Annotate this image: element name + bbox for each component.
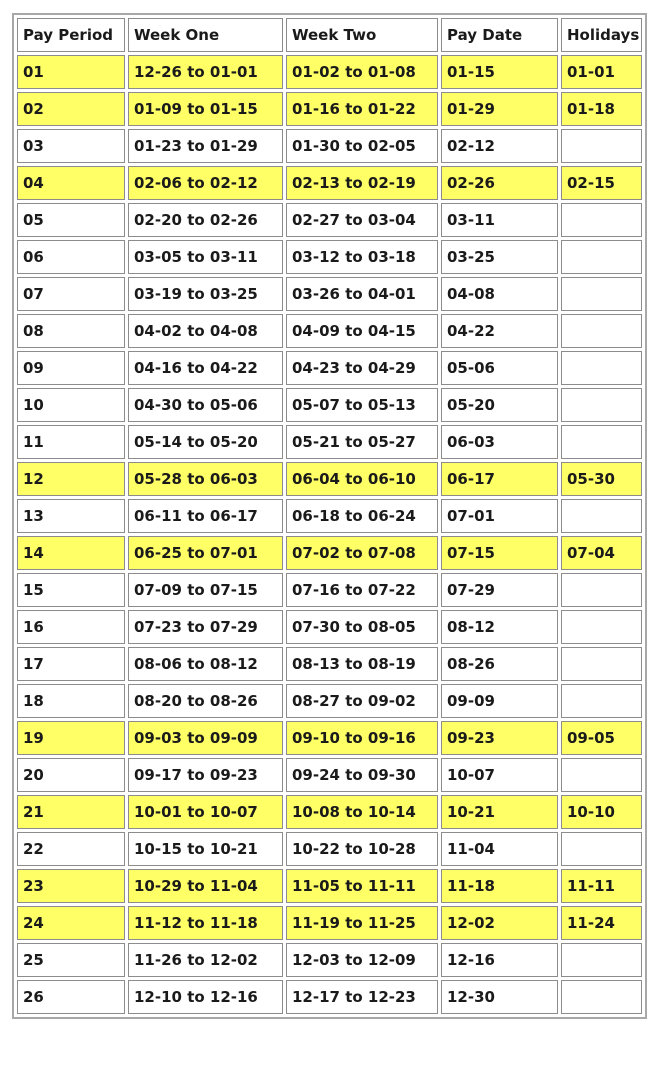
cell-week-two: 02-13 to 02-19 xyxy=(286,166,438,200)
cell-pay-period: 19 xyxy=(17,721,125,755)
cell-week-two: 06-18 to 06-24 xyxy=(286,499,438,533)
cell-week-two: 04-23 to 04-29 xyxy=(286,351,438,385)
table-row xyxy=(17,610,642,644)
cell-holiday xyxy=(561,573,642,607)
cell-week-one: 11-26 to 12-02 xyxy=(128,943,283,977)
cell-week-one: 01-23 to 01-29 xyxy=(128,129,283,163)
table-row xyxy=(17,536,642,570)
cell-holiday xyxy=(561,499,642,533)
table-row xyxy=(17,55,642,89)
cell-pay-period: 11 xyxy=(17,425,125,459)
cell-pay-period: 23 xyxy=(17,869,125,903)
cell-pay-date: 06-03 xyxy=(441,425,558,459)
table-row xyxy=(17,721,642,755)
cell-holiday xyxy=(561,203,642,237)
header-week-one: Week One xyxy=(128,18,283,52)
cell-week-two: 07-02 to 07-08 xyxy=(286,536,438,570)
table-row xyxy=(17,166,642,200)
cell-week-one: 10-01 to 10-07 xyxy=(128,795,283,829)
cell-pay-date: 07-01 xyxy=(441,499,558,533)
table-row xyxy=(17,573,642,607)
cell-holiday xyxy=(561,684,642,718)
cell-week-one: 12-10 to 12-16 xyxy=(128,980,283,1014)
cell-pay-period: 18 xyxy=(17,684,125,718)
cell-week-one: 10-15 to 10-21 xyxy=(128,832,283,866)
cell-pay-period: 26 xyxy=(17,980,125,1014)
cell-week-two: 08-13 to 08-19 xyxy=(286,647,438,681)
cell-pay-period: 03 xyxy=(17,129,125,163)
table-row xyxy=(17,906,642,940)
cell-holiday xyxy=(561,277,642,311)
cell-pay-date: 01-15 xyxy=(441,55,558,89)
cell-pay-date: 03-25 xyxy=(441,240,558,274)
cell-pay-date: 07-15 xyxy=(441,536,558,570)
cell-holiday xyxy=(561,832,642,866)
table-body xyxy=(17,55,642,1014)
cell-week-one: 04-30 to 05-06 xyxy=(128,388,283,422)
pay-schedule-container xyxy=(12,13,647,1019)
cell-pay-date: 03-11 xyxy=(441,203,558,237)
cell-week-two: 10-22 to 10-28 xyxy=(286,832,438,866)
cell-pay-date: 08-26 xyxy=(441,647,558,681)
cell-week-two: 02-27 to 03-04 xyxy=(286,203,438,237)
cell-pay-period: 10 xyxy=(17,388,125,422)
cell-pay-period: 04 xyxy=(17,166,125,200)
header-pay-date: Pay Date xyxy=(441,18,558,52)
cell-week-one: 04-02 to 04-08 xyxy=(128,314,283,348)
cell-week-two: 06-04 to 06-10 xyxy=(286,462,438,496)
table-row xyxy=(17,277,642,311)
cell-week-two: 12-03 to 12-09 xyxy=(286,943,438,977)
cell-holiday xyxy=(561,129,642,163)
cell-week-two: 05-07 to 05-13 xyxy=(286,388,438,422)
cell-pay-date: 02-12 xyxy=(441,129,558,163)
cell-holiday xyxy=(561,758,642,792)
table-row xyxy=(17,388,642,422)
cell-week-one: 06-11 to 06-17 xyxy=(128,499,283,533)
table-row xyxy=(17,425,642,459)
cell-holiday xyxy=(561,351,642,385)
cell-week-two: 09-10 to 09-16 xyxy=(286,721,438,755)
cell-holiday xyxy=(561,425,642,459)
table-row xyxy=(17,129,642,163)
cell-holiday xyxy=(561,980,642,1014)
cell-pay-period: 08 xyxy=(17,314,125,348)
cell-pay-period: 13 xyxy=(17,499,125,533)
cell-week-two: 08-27 to 09-02 xyxy=(286,684,438,718)
cell-pay-date: 06-17 xyxy=(441,462,558,496)
cell-week-one: 09-03 to 09-09 xyxy=(128,721,283,755)
cell-pay-period: 17 xyxy=(17,647,125,681)
cell-pay-date: 10-07 xyxy=(441,758,558,792)
cell-week-two: 12-17 to 12-23 xyxy=(286,980,438,1014)
cell-pay-date: 04-08 xyxy=(441,277,558,311)
cell-pay-period: 09 xyxy=(17,351,125,385)
cell-week-one: 03-19 to 03-25 xyxy=(128,277,283,311)
table-row xyxy=(17,240,642,274)
table-header-row xyxy=(17,18,642,52)
cell-week-two: 01-02 to 01-08 xyxy=(286,55,438,89)
table-row xyxy=(17,980,642,1014)
cell-week-two: 07-16 to 07-22 xyxy=(286,573,438,607)
cell-pay-date: 02-26 xyxy=(441,166,558,200)
cell-pay-date: 04-22 xyxy=(441,314,558,348)
pay-schedule-table xyxy=(12,13,647,1019)
cell-week-two: 10-08 to 10-14 xyxy=(286,795,438,829)
table-row xyxy=(17,684,642,718)
table-row xyxy=(17,314,642,348)
cell-pay-date: 09-09 xyxy=(441,684,558,718)
cell-pay-period: 25 xyxy=(17,943,125,977)
cell-pay-date: 11-18 xyxy=(441,869,558,903)
cell-week-one: 01-09 to 01-15 xyxy=(128,92,283,126)
cell-pay-period: 12 xyxy=(17,462,125,496)
cell-week-two: 03-12 to 03-18 xyxy=(286,240,438,274)
cell-week-one: 07-23 to 07-29 xyxy=(128,610,283,644)
cell-pay-date: 05-20 xyxy=(441,388,558,422)
cell-week-one: 07-09 to 07-15 xyxy=(128,573,283,607)
cell-pay-period: 16 xyxy=(17,610,125,644)
cell-holiday: 05-30 xyxy=(561,462,642,496)
cell-pay-period: 02 xyxy=(17,92,125,126)
cell-pay-period: 15 xyxy=(17,573,125,607)
cell-holiday: 07-04 xyxy=(561,536,642,570)
table-row xyxy=(17,462,642,496)
cell-holiday: 02-15 xyxy=(561,166,642,200)
cell-holiday: 11-24 xyxy=(561,906,642,940)
cell-week-one: 02-20 to 02-26 xyxy=(128,203,283,237)
cell-week-two: 11-19 to 11-25 xyxy=(286,906,438,940)
cell-holiday xyxy=(561,647,642,681)
header-holidays: Holidays xyxy=(561,18,642,52)
cell-week-two: 01-30 to 02-05 xyxy=(286,129,438,163)
cell-pay-period: 14 xyxy=(17,536,125,570)
header-pay-period: Pay Period xyxy=(17,18,125,52)
header-week-two: Week Two xyxy=(286,18,438,52)
table-row xyxy=(17,795,642,829)
cell-pay-period: 05 xyxy=(17,203,125,237)
cell-holiday: 10-10 xyxy=(561,795,642,829)
table-row xyxy=(17,758,642,792)
cell-pay-period: 21 xyxy=(17,795,125,829)
cell-pay-date: 12-16 xyxy=(441,943,558,977)
cell-week-one: 12-26 to 01-01 xyxy=(128,55,283,89)
cell-holiday: 01-01 xyxy=(561,55,642,89)
cell-week-one: 08-06 to 08-12 xyxy=(128,647,283,681)
cell-pay-date: 05-06 xyxy=(441,351,558,385)
cell-week-one: 09-17 to 09-23 xyxy=(128,758,283,792)
cell-holiday xyxy=(561,943,642,977)
cell-holiday xyxy=(561,388,642,422)
cell-holiday: 01-18 xyxy=(561,92,642,126)
table-row xyxy=(17,499,642,533)
cell-pay-date: 11-04 xyxy=(441,832,558,866)
cell-pay-date: 08-12 xyxy=(441,610,558,644)
cell-pay-period: 22 xyxy=(17,832,125,866)
cell-pay-period: 01 xyxy=(17,55,125,89)
cell-week-one: 04-16 to 04-22 xyxy=(128,351,283,385)
cell-week-two: 01-16 to 01-22 xyxy=(286,92,438,126)
cell-pay-date: 01-29 xyxy=(441,92,558,126)
cell-week-one: 08-20 to 08-26 xyxy=(128,684,283,718)
cell-holiday xyxy=(561,240,642,274)
cell-week-one: 05-14 to 05-20 xyxy=(128,425,283,459)
table-row xyxy=(17,92,642,126)
cell-pay-date: 12-30 xyxy=(441,980,558,1014)
cell-week-two: 07-30 to 08-05 xyxy=(286,610,438,644)
cell-pay-date: 09-23 xyxy=(441,721,558,755)
cell-holiday xyxy=(561,314,642,348)
table-row xyxy=(17,832,642,866)
cell-week-one: 06-25 to 07-01 xyxy=(128,536,283,570)
cell-week-two: 03-26 to 04-01 xyxy=(286,277,438,311)
table-row xyxy=(17,351,642,385)
cell-week-one: 03-05 to 03-11 xyxy=(128,240,283,274)
cell-pay-date: 12-02 xyxy=(441,906,558,940)
cell-week-two: 04-09 to 04-15 xyxy=(286,314,438,348)
cell-pay-period: 07 xyxy=(17,277,125,311)
table-row xyxy=(17,647,642,681)
cell-pay-period: 24 xyxy=(17,906,125,940)
table-row xyxy=(17,869,642,903)
cell-week-one: 02-06 to 02-12 xyxy=(128,166,283,200)
cell-pay-date: 07-29 xyxy=(441,573,558,607)
cell-week-two: 05-21 to 05-27 xyxy=(286,425,438,459)
cell-week-one: 10-29 to 11-04 xyxy=(128,869,283,903)
cell-holiday: 09-05 xyxy=(561,721,642,755)
cell-holiday: 11-11 xyxy=(561,869,642,903)
cell-week-one: 11-12 to 11-18 xyxy=(128,906,283,940)
cell-week-one: 05-28 to 06-03 xyxy=(128,462,283,496)
cell-pay-date: 10-21 xyxy=(441,795,558,829)
cell-week-two: 09-24 to 09-30 xyxy=(286,758,438,792)
cell-pay-period: 06 xyxy=(17,240,125,274)
table-row xyxy=(17,203,642,237)
cell-holiday xyxy=(561,610,642,644)
table-row xyxy=(17,943,642,977)
cell-pay-period: 20 xyxy=(17,758,125,792)
cell-week-two: 11-05 to 11-11 xyxy=(286,869,438,903)
